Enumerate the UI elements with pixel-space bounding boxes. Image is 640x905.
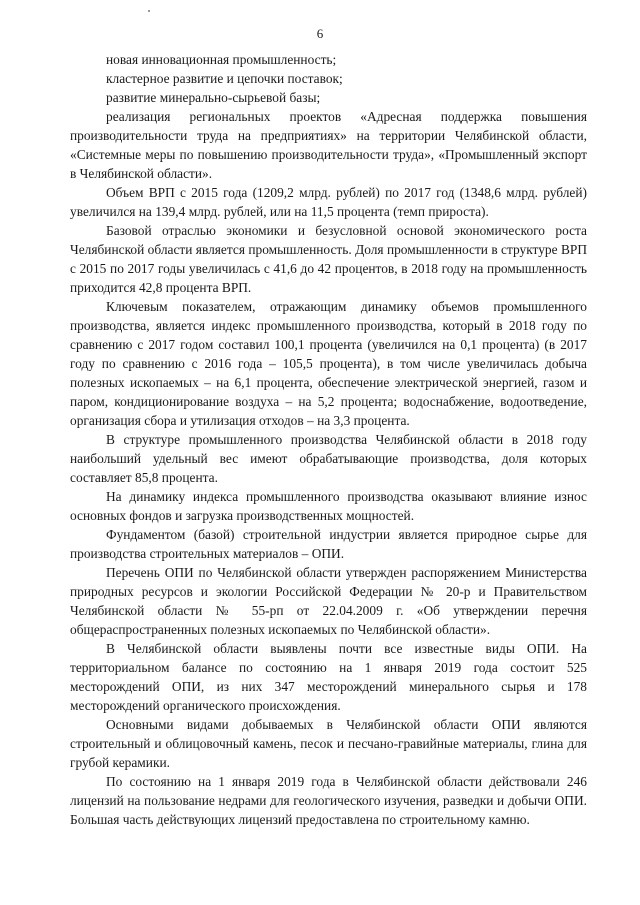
paragraph: Основными видами добываемых в Челябинской области ОПИ являются строительный и облицовочный камень, песок и песчано-гравийные материалы, глина для грубой керамики.: [70, 717, 587, 770]
list-item: кластерное развитие и цепочки поставок;: [106, 71, 343, 86]
paragraph: Ключевым показателем, отражающим динамику объемов промышленного производства, является индекс промышленного производства, который в 2018 году по сравнению с 2017 годом составил 100,1 процента (увеличился на 0,1 процента) (в 2017 году по сравнению с 2016 года – 105,5 процента), в том числе увеличилась добыча полезных ископаемых – на 6,1 процента, обеспечение электрической энергией, газом и паром, кондиционирование воздуха – на 5,2 процента; водоснабжение, водоотведение, организация сбора и утилизация отходов – на 3,3 процента.: [70, 299, 587, 428]
paragraph: В Челябинской области выявлены почти все известные виды ОПИ. На территориальном балансе по состоянию на 1 января 2019 года состоит 525 месторождений ОПИ, из них 347 месторождений минерального сырья и 178 месторождений органического происхождения.: [70, 641, 587, 713]
paragraph: На динамику индекса промышленного производства оказывают влияние износ основных фондов и загрузка производственных мощностей.: [70, 489, 587, 523]
paragraph: Перечень ОПИ по Челябинской области утвержден распоряжением Министерства природных ресурсов и экологии Российской Федерации № 20-р и Правительством Челябинской области № 55-рп от 22.04.2009 г. «Об утверждении перечня общераспространенных полезных ископаемых по Челябинской области».: [70, 565, 587, 637]
list-item: развитие минерально-сырьевой базы;: [106, 90, 321, 105]
paragraph: В структуре промышленного производства Челябинской области в 2018 году наибольший удельный вес имеют обрабатывающие производства, доля которых составляет 85,8 процента.: [70, 432, 587, 485]
scan-speck: [148, 10, 150, 12]
page-number: 6: [316, 26, 324, 41]
paragraph: Базовой отраслью экономики и безусловной основой экономического роста Челябинской области является промышленность. Доля промышленности в структуре ВРП с 2015 по 2017 годы увеличилась с 41,6 до 42 процентов, в 2018 году на промышленность приходится 42,8 процента ВРП.: [70, 223, 587, 295]
list-item: новая инновационная промышленность;: [106, 52, 337, 67]
paragraph: реализация региональных проектов «Адресная поддержка повышения производительности труда на предприятиях» на территории Челябинской области, «Системные меры по повышению производительности труда», «Промышленный экспорт в Челябинской области».: [70, 109, 587, 181]
paragraph: Объем ВРП с 2015 года (1209,2 млрд. рублей) по 2017 год (1348,6 млрд. рублей) увеличился на 139,4 млрд. рублей, или на 11,5 процента (темп прироста).: [70, 185, 587, 219]
paragraph: Фундаментом (базой) строительной индустрии является природное сырье для производства строительных материалов – ОПИ.: [70, 527, 587, 561]
document-body: [70, 50, 587, 829]
paragraph: По состоянию на 1 января 2019 года в Челябинской области действовали 246 лицензий на пользование недрами для геологического изучения, разведки и добычи ОПИ. Большая часть действующих лицензий предоставлена по строительному камню.: [70, 774, 587, 827]
